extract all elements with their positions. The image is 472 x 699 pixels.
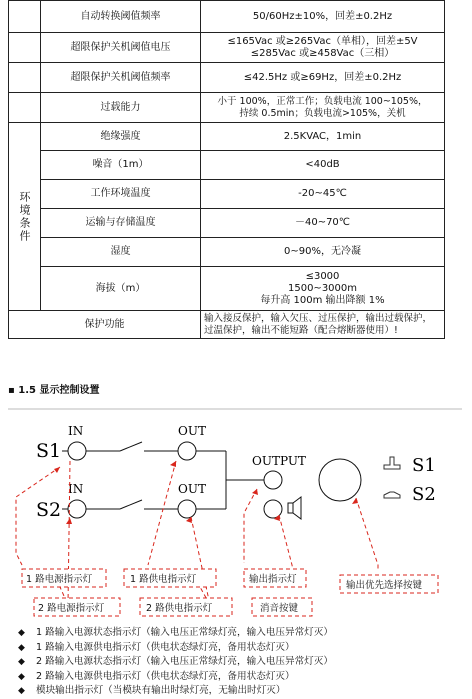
spec-label: 运输与存储温度	[41, 209, 201, 238]
output-label: OUTPUT	[252, 454, 306, 468]
out2-indicator	[178, 500, 196, 518]
s1-label: S1	[36, 440, 62, 462]
in1-label: IN	[68, 424, 84, 438]
spec-label: 自动转换阈值频率	[41, 1, 201, 33]
spec-label: 绝缘强度	[41, 123, 201, 151]
spec-value: 0~90%，无冷凝	[201, 238, 445, 267]
callout-mute-button: 消音按键	[260, 603, 299, 614]
env-group-text: 环境条件	[18, 190, 31, 243]
spec-label: 过载能力	[41, 93, 201, 123]
output-indicator[interactable]	[264, 471, 282, 489]
section-title: 显示控制设置	[39, 385, 100, 396]
list-item: ◆ 1 路输入电源供电指示灯（供电状态绿灯亮，备用状态灯灭）	[18, 641, 333, 656]
spec-value: 小于 100%，正常工作；负载电流 100~105%， 持续 0.5min；负载电流>105%，关机	[201, 93, 445, 123]
right-s2-label: S2	[412, 484, 436, 505]
list-item: ◆ 2 路输入电源供电指示灯（供电状态绿灯亮，备用状态灯灭）	[18, 670, 333, 685]
callout-power-indicator-1: 1 路电源指示灯	[26, 574, 93, 585]
out1-indicator	[178, 442, 196, 460]
speaker-icon	[288, 497, 301, 519]
callout-supply-indicator-1: 1 路供电指示灯	[130, 574, 197, 585]
callout-supply-indicator-2: 2 路供电指示灯	[146, 603, 213, 614]
table-blank-cell	[9, 93, 41, 123]
spec-value: ≤3000 1500~3000m 每升高 100m 输出降额 1%	[201, 267, 445, 311]
spec-label: 湿度	[41, 238, 201, 267]
spec-value: -20~45℃	[201, 180, 445, 209]
out1-label: OUT	[178, 424, 206, 438]
section-number: 1.5	[18, 385, 36, 396]
diamond-bullet-icon: ◆	[18, 657, 25, 668]
diamond-bullet-icon: ◆	[18, 671, 25, 682]
callout-output-indicator: 输出指示灯	[249, 574, 297, 585]
table-blank-cell	[9, 1, 41, 33]
control-panel-diagram	[0, 405, 472, 625]
table-blank-cell	[9, 33, 41, 63]
s2-priority-icon	[384, 492, 400, 498]
s2-label: S2	[36, 499, 62, 521]
diamond-bullet-icon: ◆	[18, 642, 25, 653]
spec-label: 保护功能	[9, 311, 201, 339]
list-item: ◆ 模块输出指示灯（当模块有输出时绿灯亮，无输出时灯灭）	[18, 684, 333, 699]
spec-label: 海拔（m）	[41, 267, 201, 311]
in1-indicator	[68, 442, 86, 460]
callout-power-indicator-2: 2 路电源指示灯	[38, 603, 105, 614]
spec-value: ≤165Vac 或≥265Vac（单相），回差±5V ≤285Vac 或≥458Vac（三相）	[201, 33, 445, 63]
diamond-bullet-icon: ◆	[18, 686, 25, 697]
spec-value: －40~70℃	[201, 209, 445, 238]
spec-label: 超限保护关机阈值频率	[41, 63, 201, 93]
output-priority-button[interactable]	[319, 459, 361, 501]
in2-label: IN	[68, 482, 84, 496]
section-heading: ▪ 1.5 显示控制设置	[8, 385, 100, 396]
s1-priority-icon	[384, 457, 400, 469]
spec-value: <40dB	[201, 151, 445, 180]
list-item: ◆ 2 路输入电源状态指示灯（输入电压正常绿灯亮，输入电压异常灯灭）	[18, 655, 333, 670]
list-item: ◆ 1 路输入电源状态指示灯（输入电压正常绿灯亮，输入电压异常灯灭）	[18, 626, 333, 641]
switch2	[120, 500, 142, 509]
spec-label: 超限保护关机阈值电压	[41, 33, 201, 63]
env-group-label	[9, 123, 41, 311]
spec-value: 2.5KVAC，1min	[201, 123, 445, 151]
right-s1-label: S1	[412, 455, 436, 476]
switch1	[120, 442, 142, 451]
spec-value: 50/60Hz±10%，回差±0.2Hz	[201, 1, 445, 33]
spec-value: 输入接反保护，输入欠压、过压保护，输出过载保护，过温保护，输出不能短路（配合熔断器使用）!	[201, 311, 445, 339]
spec-label: 工作环境温度	[41, 180, 201, 209]
callout-priority-button: 输出优先选择按键	[346, 580, 423, 591]
spec-label: 噪音（1m）	[41, 151, 201, 180]
spec-value: ≤42.5Hz 或≥69Hz，回差±0.2Hz	[201, 63, 445, 93]
spec-table	[8, 0, 445, 339]
diamond-bullet-icon: ◆	[18, 628, 25, 638]
in2-indicator	[68, 500, 86, 518]
out2-label: OUT	[178, 482, 206, 496]
indicator-description-list	[18, 626, 333, 699]
table-blank-cell	[9, 63, 41, 93]
